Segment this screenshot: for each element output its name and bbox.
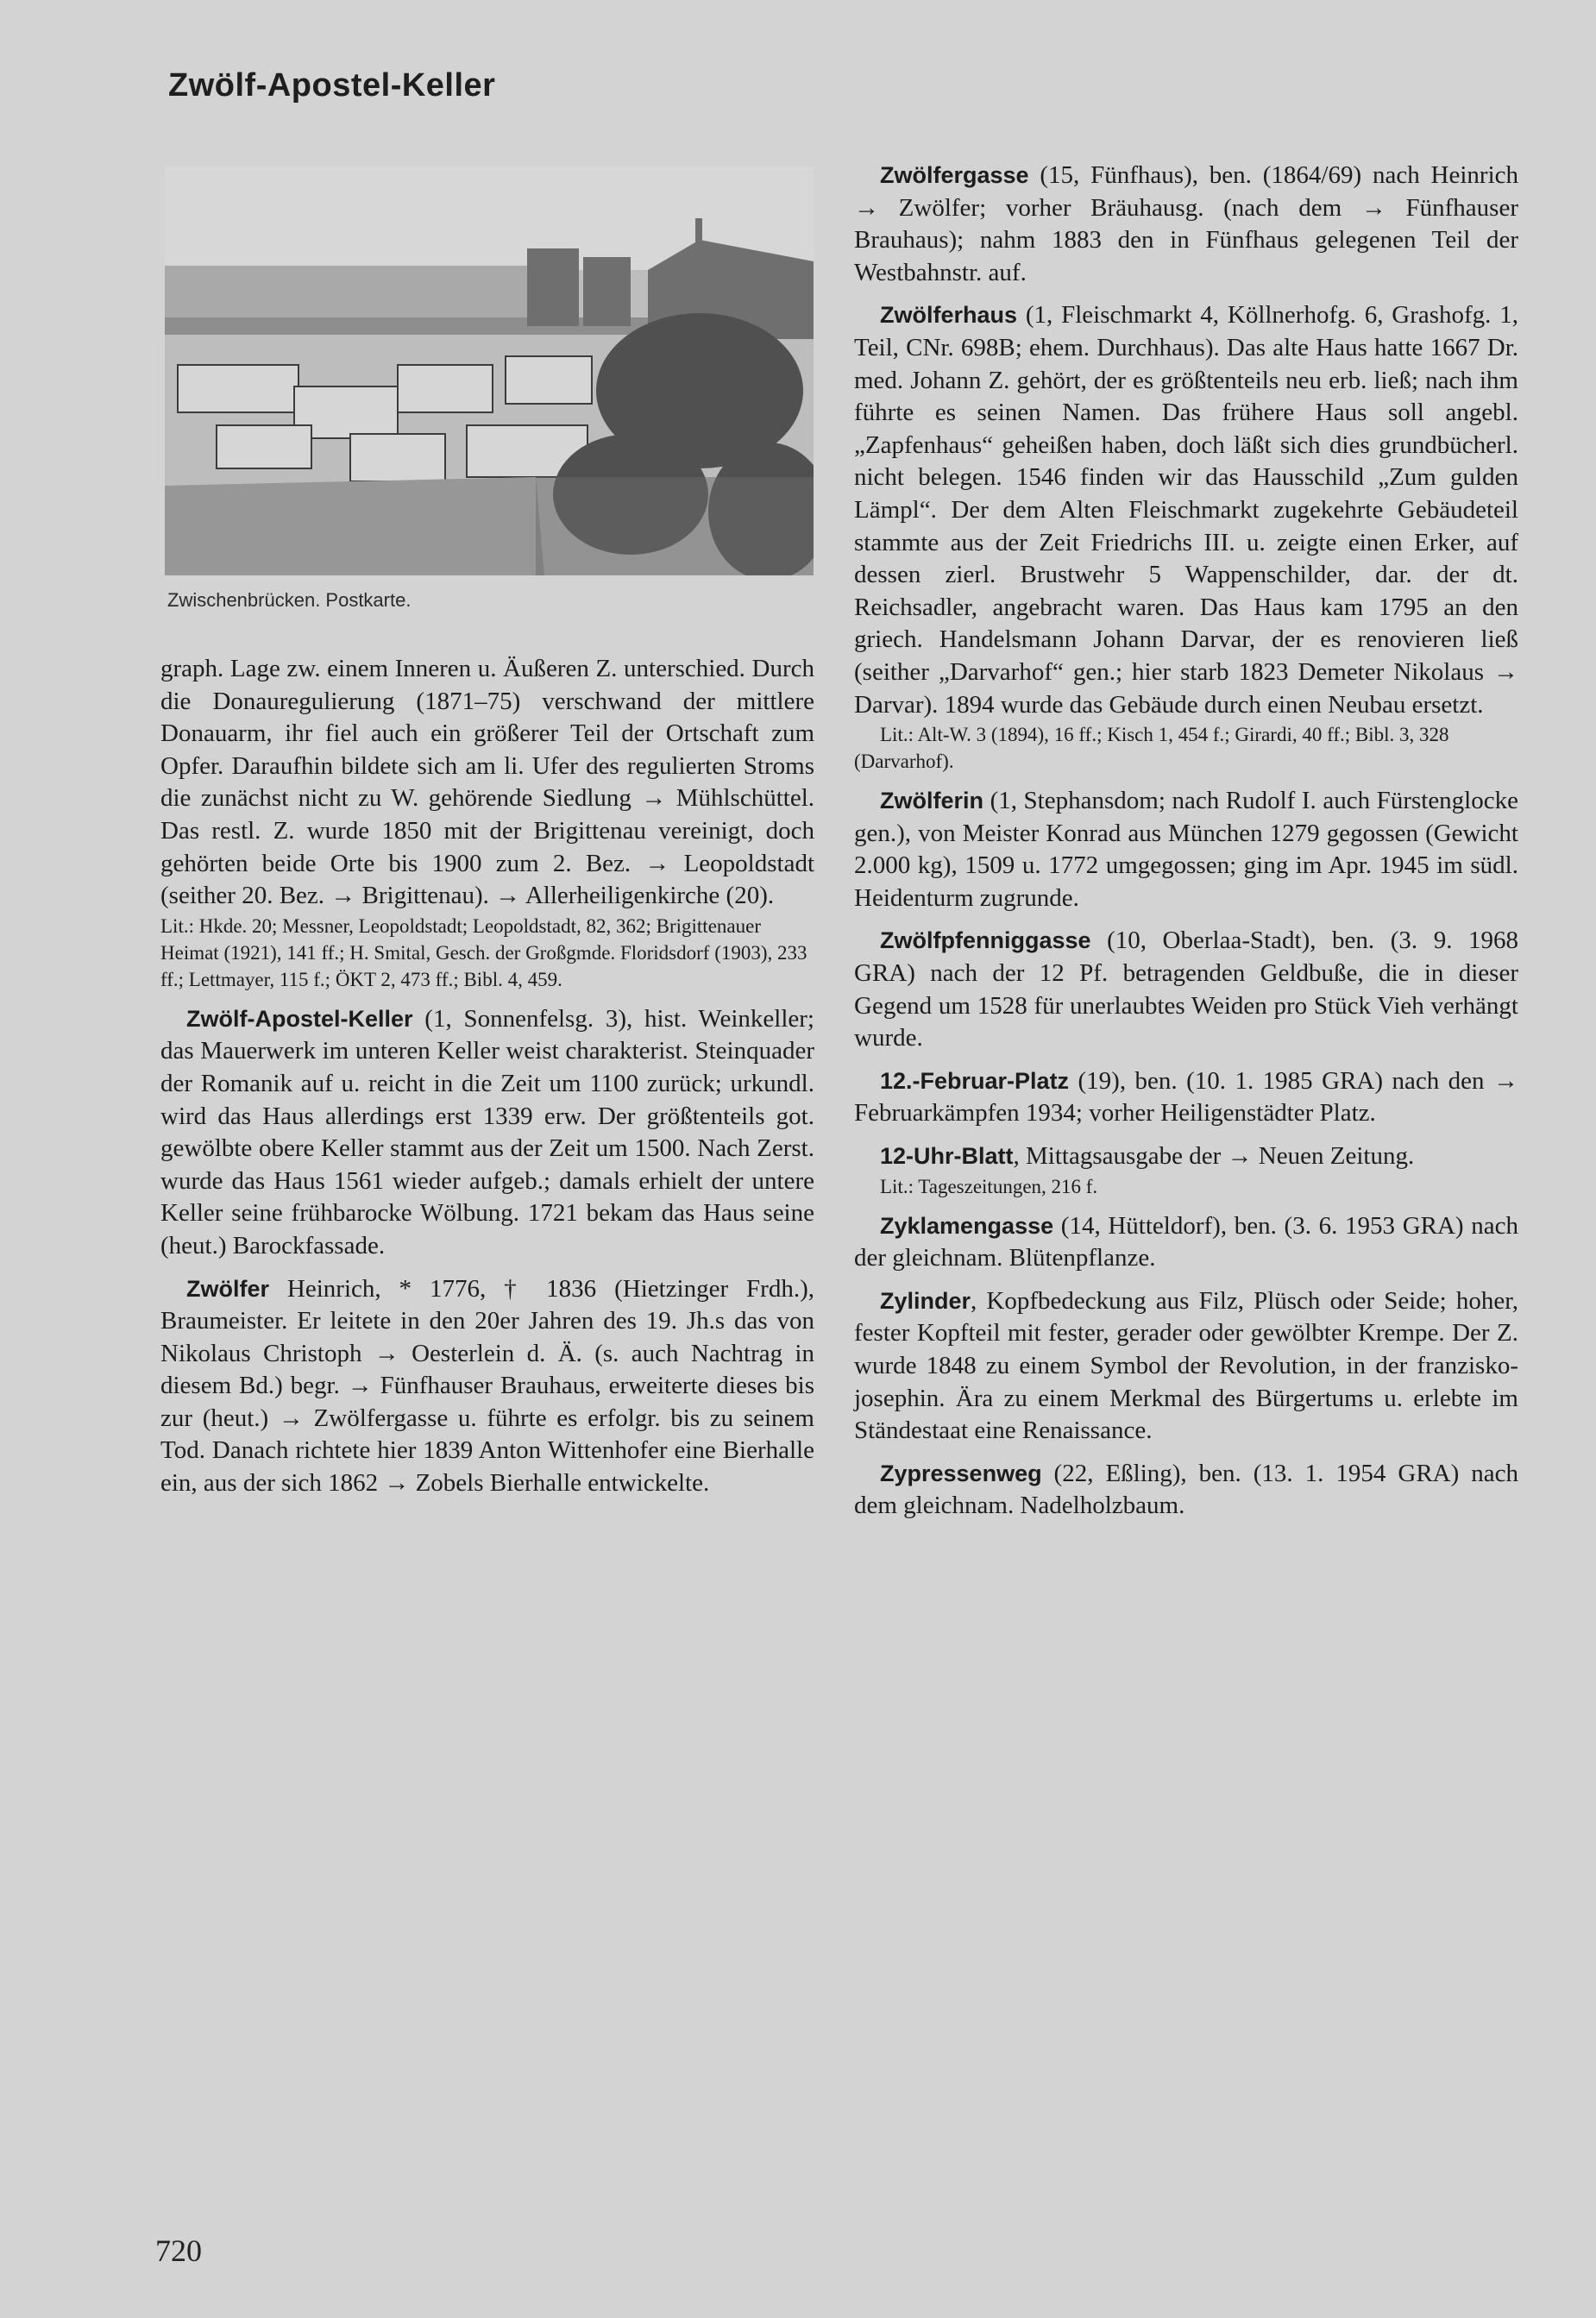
page-number: 720 [155,2233,202,2268]
entry-zyklamengasse [854,1210,1518,1275]
entry-body: Heinrich, * 1776, † 1836 (Hietzinger Frdh.), Braumeister. Er leitete in den 20er Jahren des 19. Jh.s das von Nikolaus Christoph → Oesterlein d. Ä. (s. auch Nachtrag in diesem Bd.) begr. → Fünfhauser Brauhaus, erweiterte dieses bis zur (heut.) → Zwölfergasse u. führte es erfolgr. bis zu seinem Tod. Danach richtete hier 1839 Anton Wittenhofer eine Bierhalle ein, aus der sich 1862 → Zobels Bierhalle entwickelte. [160,1274,814,1498]
continuation-entry [160,653,814,993]
entry-headword: Zwölfergasse [880,162,1029,188]
entry-headword: Zwölf-Apostel-Keller [186,1005,413,1032]
entry-headword: 12.-Februar-Platz [880,1067,1070,1094]
entry-headword: Zwölferhaus [880,302,1018,329]
entry-body: , Mittagsausgabe der → Neuen Zeitung. [1013,1142,1415,1171]
entry-body: (15, Fünfhaus), ben. (1864/69) nach Heinrich → Zwölfer; vorher Bräuhausg. (nach dem → Fünfhauser Brauhaus); nahm 1883 den in Fünfhaus gelegenen Teil der Westbahnstr. auf. [854,161,1518,286]
continuation-literature: Lit.: Hkde. 20; Messner, Leopoldstadt; Leopoldstadt, 82, 362; Brigittenauer Heimat (1921), 141 ff.; H. Smital, Gesch. der Großgmde. Floridsdorf (1903), 233 ff.; Lettmayer, 115 f.; ÖKT 2, 473 ff.; Bibl. 4, 459. [160,914,807,990]
entry-zwoelfer [160,1273,814,1500]
figure-caption: Zwischenbrücken. Postkarte. [167,589,412,611]
entry-literature: Lit.: Tageszeitungen, 216 f. [880,1175,1098,1197]
entry-body: (14, Hütteldorf), ben. (3. 6. 1953 GRA) nach der gleichnam. Blütenpflanze. [854,1211,1518,1272]
entry-zwoelferhaus [854,299,1518,775]
entry-body: (1, Fleischmarkt 4, Köllnerhofg. 6, Grashofg. 1, Teil, CNr. 698B; ehem. Durchhaus). Das alte Haus hatte 1667 Dr. med. Johann Z. gehört, der es größtenteils neu erb. ließ; nach ihm führte es seinen Namen. Das frühere Haus soll angebl. „Zapfenhaus“ geheißen haben, doch läßt sich dies grundbücherl. nicht belegen. 1546 finden wir das Hausschild „Zum gulden Lämpl“. Der dem Alten Fleischmarkt zugekehrte Gebäudeteil stammte aus der Zeit Friedrichs III. u. zeigte einen Erker, auf dessen zierl. Brustwehr 5 Wappenschilder, dar. der dt. Reichsadler, angebracht waren. Das Haus kam 1795 an den griech. Handelsmann Johann Darvar, der es renovieren ließ (seither „Darvarhof“ gen.; hier starb 1823 Demeter Nikolaus → Darvar). 1894 wurde das Gebäude durch einen Neubau ersetzt. [854,301,1518,719]
entry-zwoelfpfenniggasse [854,925,1518,1054]
entry-12-februar-platz [854,1065,1518,1130]
entry-body: , Kopfbedeckung aus Filz, Plüsch oder Seide; hoher, fester Kopfteil mit fester, gerader oder gewölbter Krempe. Der Z. wurde 1848 zu einem Symbol der Revolution, in der franzisko-josephin. Ära zu einem Merkmal des Bürgertums u. erlebte im Ständestaat eine Renaissance. [854,1286,1518,1445]
postcard-photo [165,166,814,575]
entry-body: (22, Eßling), ben. (13. 1. 1954 GRA) nach dem gleichnam. Nadelholzbaum. [854,1459,1518,1520]
entry-zwoelferin [854,785,1518,914]
continuation-text: graph. Lage zw. einem Inneren u. Äußeren Z. unterschied. Durch die Donauregulierung (1871–75) verschwand der mittlere Donauarm, ihr fiel auch ein größerer Teil der Ortschaft zum Opfer. Daraufhin bildete sich am li. Ufer des regulierten Stroms die zunächst nicht zu W. gehörende Siedlung → Mühlschüttel. Das restl. Z. wurde 1850 mit der Brigittenau vereinigt, doch gehörten beide Orte bis 1900 zum 2. Bez. → Leopoldstadt (seither 20. Bez. → Brigittenau). → Allerheiligenkirche (20). [160,655,814,910]
entry-12-uhr-blatt [854,1140,1518,1200]
postcard-illustration [165,166,814,575]
left-column [160,160,814,1511]
entry-zwoelfergasse [854,160,1518,289]
running-head: Zwölf-Apostel-Keller [168,67,496,104]
entry-headword: Zwölfpfenniggasse [880,927,1091,954]
entry-body: (19), ben. (10. 1. 1985 GRA) nach den → Februarkämpfen 1934; vorher Heiligenstädter Platz. [854,1066,1518,1128]
entry-headword: Zypressenweg [880,1460,1042,1486]
entry-zwoelf-apostel-keller [160,1003,814,1263]
entry-headword: Zwölferin [880,788,983,814]
entry-literature: Lit.: Alt-W. 3 (1894), 16 ff.; Kisch 1, 454 f.; Girardi, 40 ff.; Bibl. 3, 328 (Darvarhof). [854,724,1449,773]
entry-zypressenweg [854,1458,1518,1523]
entry-body: (10, Oberlaa-Stadt), ben. (3. 9. 1968 GRA) nach der 12 Pf. betragenden Geldbuße, die in dieser Gegend um 1528 für unerlaubtes Weiden pro Stück Vieh verhängt wurde. [854,927,1518,1052]
entry-body: (1, Sonnenfelsg. 3), hist. Weinkeller; das Mauerwerk im unteren Keller weist charakterist. Steinquader der Romanik auf u. reicht in die Zeit um 1100 zurück; urkundl. wird das Haus allerdings erst 1339 erw. Der größtenteils got. gewölbte obere Keller stammt aus der Zeit um 1500. Nach Zerst. wurde das Haus 1561 wieder aufgeb.; damals erhielt der untere Keller seine frühbarocke Wölbung. 1721 bekam das Haus seine (heut.) Barockfassade. [160,1004,814,1260]
entry-headword: 12-Uhr-Blatt [880,1143,1014,1170]
entry-headword: Zwölfer [186,1275,270,1302]
right-column [854,160,1518,1533]
entry-headword: Zylinder [880,1287,971,1314]
entry-headword: Zyklamengasse [880,1212,1054,1239]
entry-zylinder [854,1285,1518,1448]
entry-body: (1, Stephansdom; nach Rudolf I. auch Fürstenglocke gen.), von Meister Konrad aus München 1279 gegossen (Gewicht 2.000 kg), 1509 u. 1772 umgegossen; ging im Apr. 1945 im südl. Heidenturm zugrunde. [854,787,1518,912]
